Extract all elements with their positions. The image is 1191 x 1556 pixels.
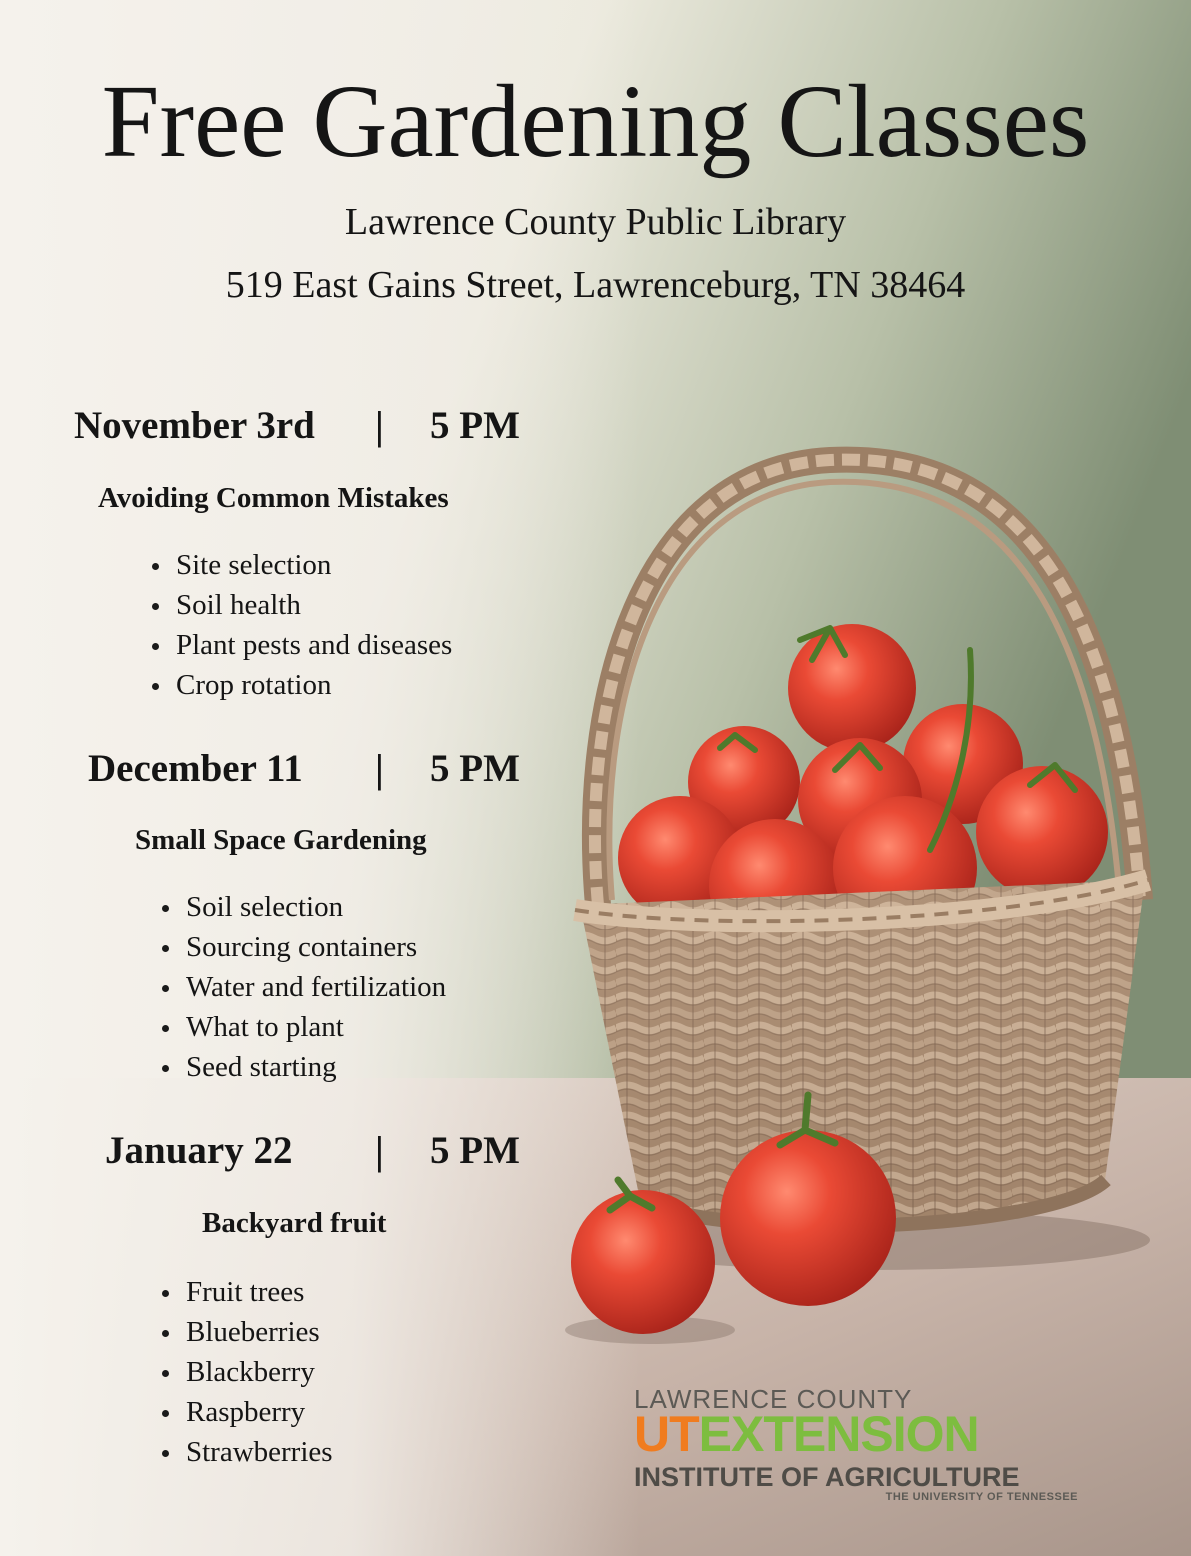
list-item: What to plant [158,1007,446,1047]
list-item: Strawberries [158,1432,333,1472]
session-1-date: November 3rd [74,404,315,447]
list-item: Water and fertilization [158,967,446,1007]
logo-institute: INSTITUTE OF AGRICULTURE [634,1462,1020,1492]
list-item: Site selection [148,545,452,585]
session-3-topic: Backyard fruit [202,1207,387,1239]
session-2-time: 5 PM [430,747,520,790]
logo-ut: UT [634,1406,699,1462]
session-2-separator: | [375,746,384,791]
session-1-separator: | [375,403,384,448]
session-1-topic: Avoiding Common Mistakes [98,482,449,514]
session-2-topic-list [158,887,446,1087]
session-2-topic: Small Space Gardening [135,824,427,856]
list-item: Blackberry [158,1352,333,1392]
session-3-topic-list [158,1272,333,1472]
list-item: Raspberry [158,1392,333,1432]
logo-wordmark [634,1408,979,1460]
list-item: Soil selection [158,887,446,927]
list-item: Seed starting [158,1047,446,1087]
list-item: Fruit trees [158,1272,333,1312]
session-3-time: 5 PM [430,1129,520,1172]
flyer-title: Free Gardening Classes [101,64,1090,179]
session-1-time: 5 PM [430,404,520,447]
list-item: Sourcing containers [158,927,446,967]
venue-address: 519 East Gains Street, Lawrenceburg, TN 38464 [225,264,966,306]
logo-university: THE UNIVERSITY OF TENNESSEE [885,1491,1078,1503]
list-item: Blueberries [158,1312,333,1352]
list-item: Crop rotation [148,665,452,705]
list-item: Plant pests and diseases [148,625,452,665]
logo-county: LAWRENCE COUNTY [634,1384,913,1414]
venue-name: Lawrence County Public Library [344,201,847,243]
list-item: Soil health [148,585,452,625]
session-3-separator: | [375,1128,384,1173]
logo-extension: EXTENSION [698,1406,979,1462]
ut-extension-logo [634,1384,1094,1508]
session-1-topic-list [148,545,452,705]
session-3-date: January 22 [105,1129,293,1172]
session-2-date: December 11 [88,747,303,790]
